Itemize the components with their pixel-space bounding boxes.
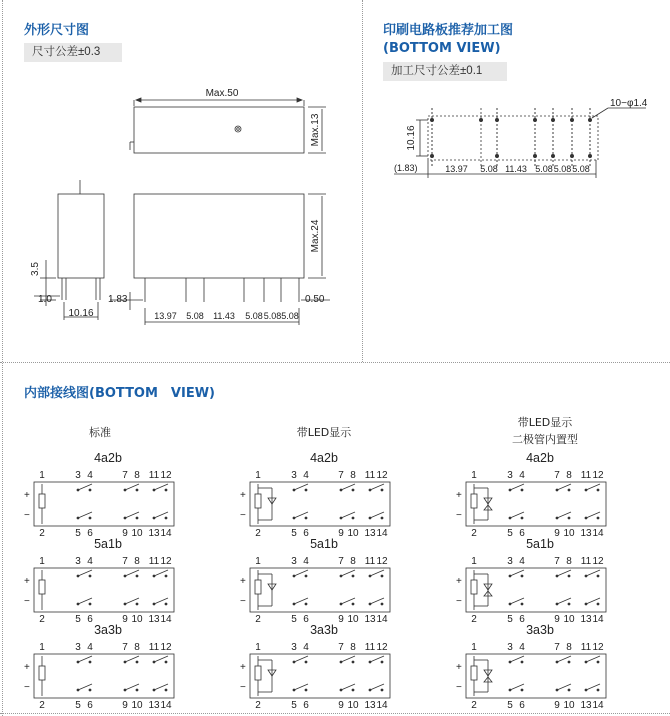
pin-number-bottom: 14 (160, 528, 172, 539)
outline-pitch-label: 5.08 (263, 311, 282, 321)
pin-number-bottom: 10 (131, 528, 143, 539)
pin-number-bottom: 10 (131, 614, 143, 625)
coil-minus: − (24, 510, 30, 521)
pin-number-bottom: 9 (554, 700, 560, 710)
pin-number-top: 8 (134, 470, 140, 481)
col-header-standard: 标准 (89, 426, 111, 439)
pin-number-top: 11 (580, 642, 592, 653)
pin-number-bottom: 14 (160, 614, 172, 625)
pin-number-bottom: 6 (519, 614, 525, 625)
coil (39, 666, 45, 680)
pin-number-top: 1 (39, 556, 45, 567)
coil-plus: + (24, 662, 30, 673)
pin-number-bottom: 5 (75, 614, 81, 625)
pin-number-top: 7 (122, 556, 128, 567)
pin-number-top: 7 (122, 642, 128, 653)
relay-body-outline (466, 482, 606, 526)
pin-number-top: 7 (338, 642, 344, 653)
pin-number-top: 3 (507, 642, 513, 653)
pin-number-top: 11 (364, 556, 376, 567)
dim-right-edge: 0.50 (305, 294, 325, 305)
relay-top-view (134, 107, 304, 153)
outline-tolerance: 尺寸公差±0.3 (24, 43, 122, 62)
relay-type-label: 3a3b (310, 623, 338, 637)
pcb-pitch-label: 13.97 (445, 164, 468, 174)
relay-type-label: 4a2b (94, 451, 122, 465)
pin-number-bottom: 9 (122, 700, 128, 710)
pin-number-top: 11 (364, 470, 376, 481)
outline-pitch-label: 5.08 (186, 311, 204, 321)
pin-number-bottom: 13 (580, 614, 592, 625)
pin-number-bottom: 9 (554, 614, 560, 625)
relay-body-outline (466, 654, 606, 698)
relay-body-outline (466, 568, 606, 612)
pin-number-top: 11 (364, 642, 376, 653)
pin-number-top: 11 (148, 470, 160, 481)
pin-number-bottom: 5 (507, 528, 513, 539)
pin-number-bottom: 14 (376, 528, 388, 539)
pin-number-top: 12 (592, 642, 604, 653)
pin-number-top: 3 (291, 556, 297, 567)
pin-number-top: 3 (291, 470, 297, 481)
pin-number-bottom: 14 (376, 614, 388, 625)
pin-number-bottom: 14 (376, 700, 388, 710)
wiring-diagram (240, 623, 390, 710)
pcb-row-spacing: 10.16 (406, 125, 417, 151)
pin-number-bottom: 10 (563, 700, 575, 710)
wiring-diagram (456, 451, 606, 539)
pin-number-top: 12 (160, 642, 172, 653)
pin-number-bottom: 5 (291, 528, 297, 539)
wiring-diagram (240, 537, 390, 625)
coil-plus: + (240, 490, 246, 501)
outline-pitch-label: 5.08 (281, 311, 299, 321)
pin-number-top: 3 (75, 556, 81, 567)
front-pins (145, 278, 299, 302)
pin-number-top: 1 (39, 470, 45, 481)
pin-number-top: 11 (148, 642, 160, 653)
pin-number-bottom: 5 (75, 528, 81, 539)
pin-number-top: 3 (75, 470, 81, 481)
pin-number-bottom: 10 (131, 700, 143, 710)
pin-number-bottom: 13 (364, 528, 376, 539)
pin-number-bottom: 2 (471, 528, 477, 539)
dim-max-height-front: Max.24 (310, 219, 321, 253)
pin-number-top: 1 (471, 470, 477, 481)
relay-type-label: 5a1b (310, 537, 338, 551)
relay-type-label: 5a1b (94, 537, 122, 551)
pin-number-bottom: 9 (122, 614, 128, 625)
dim-left-edge: 1.83 (108, 294, 128, 305)
pcb-subtitle: (BOTTOM VIEW) (383, 41, 501, 56)
pin-number-top: 7 (554, 470, 560, 481)
pin-number-top: 8 (350, 556, 356, 567)
pcb-left-edge: (1.83) (394, 163, 418, 173)
pin-number-bottom: 13 (580, 528, 592, 539)
pin-number-bottom: 6 (519, 528, 525, 539)
outline-drawing (0, 70, 362, 330)
pin-number-top: 8 (134, 556, 140, 567)
pin-number-bottom: 9 (338, 614, 344, 625)
pin-number-top: 8 (350, 470, 356, 481)
pin-number-top: 4 (519, 642, 525, 653)
coil-plus: + (240, 576, 246, 587)
pin-number-bottom: 2 (471, 614, 477, 625)
coil-minus: − (24, 682, 30, 693)
pin-number-top: 12 (592, 470, 604, 481)
coil-minus: − (456, 510, 462, 521)
pin-number-top: 7 (338, 556, 344, 567)
coil (255, 494, 261, 508)
pin-number-top: 11 (580, 470, 592, 481)
relay-side-view (58, 194, 104, 278)
relay-type-label: 3a3b (94, 623, 122, 637)
relay-type-label: 3a3b (526, 623, 554, 637)
relay-type-label: 5a1b (526, 537, 554, 551)
coil-plus: + (240, 662, 246, 673)
pin-number-bottom: 2 (471, 700, 477, 710)
outline-pitch-label: 13.97 (154, 311, 177, 321)
outline-title: 外形尺寸图 (24, 23, 90, 38)
pin-number-bottom: 6 (87, 700, 93, 710)
pin-number-top: 1 (255, 470, 261, 481)
coil-minus: − (24, 596, 30, 607)
pin-number-bottom: 13 (580, 700, 592, 710)
pin-number-bottom: 9 (554, 528, 560, 539)
pin-number-bottom: 5 (291, 700, 297, 710)
pin-number-bottom: 9 (338, 700, 344, 710)
pin-number-top: 12 (376, 556, 388, 567)
pin-number-bottom: 6 (87, 614, 93, 625)
pin-number-bottom: 14 (160, 700, 172, 710)
coil-plus: + (456, 490, 462, 501)
pin-number-top: 3 (507, 556, 513, 567)
pin-number-top: 4 (519, 556, 525, 567)
pin-number-top: 1 (255, 556, 261, 567)
col-header-led-diode: 带LED显示 (517, 416, 573, 429)
pin-number-bottom: 5 (75, 700, 81, 710)
pin-number-top: 11 (148, 556, 160, 567)
pin-number-bottom: 5 (291, 614, 297, 625)
pin-number-bottom: 13 (148, 700, 160, 710)
wiring-diagram (456, 623, 606, 710)
pcb-pitch-label: 5.08 (535, 164, 553, 174)
pcb-pitch-label: 5.08 (480, 164, 498, 174)
pin-number-bottom: 6 (87, 528, 93, 539)
pin-number-top: 7 (554, 556, 560, 567)
col-header-led: 带LED显示 (296, 426, 352, 439)
dim-max-length: Max.50 (205, 88, 239, 99)
pin-number-top: 1 (471, 556, 477, 567)
wiring-diagrams (0, 440, 670, 710)
pin-number-bottom: 6 (303, 700, 309, 710)
coil (39, 494, 45, 508)
pin-number-top: 8 (566, 470, 572, 481)
relay-body-outline (34, 482, 174, 526)
pcb-title: 印刷电路板推荐加工图 (383, 23, 514, 38)
relay-body-outline (34, 568, 174, 612)
coil-minus: − (240, 510, 246, 521)
pin-number-bottom: 10 (347, 700, 359, 710)
relay-body-outline (250, 482, 390, 526)
pin-number-bottom: 2 (255, 528, 261, 539)
coil (39, 580, 45, 594)
coil (471, 494, 477, 508)
divider-horizontal (0, 362, 670, 363)
wiring-diagram (240, 451, 390, 539)
pin-number-bottom: 9 (122, 528, 128, 539)
pin-number-bottom: 2 (39, 528, 45, 539)
pin-number-bottom: 14 (592, 700, 604, 710)
pin-number-top: 4 (87, 556, 93, 567)
pin-number-top: 3 (75, 642, 81, 653)
coil-minus: − (240, 682, 246, 693)
pin-number-top: 4 (519, 470, 525, 481)
pin-number-top: 7 (122, 470, 128, 481)
pin-number-top: 8 (566, 642, 572, 653)
outline-pitch-label: 5.08 (245, 311, 263, 321)
relay-body-outline (250, 568, 390, 612)
dim-max-height-top: Max.13 (310, 113, 321, 147)
pin-number-bottom: 2 (39, 700, 45, 710)
pin-number-top: 1 (39, 642, 45, 653)
pin-number-bottom: 10 (347, 614, 359, 625)
bottom-border (0, 713, 670, 714)
pin-number-top: 4 (303, 642, 309, 653)
pin-number-bottom: 2 (255, 700, 261, 710)
dim-side-width: 10.16 (68, 308, 94, 319)
pcb-pitch-label: 5.08 (553, 164, 572, 174)
pin-number-top: 12 (160, 470, 172, 481)
relay-type-label: 4a2b (310, 451, 338, 465)
pin-number-top: 3 (507, 470, 513, 481)
pin-number-bottom: 14 (592, 614, 604, 625)
coil-plus: + (456, 662, 462, 673)
col-subheader-diode: 二极管内置型 (512, 433, 578, 446)
relay-body-outline (250, 654, 390, 698)
coil (471, 666, 477, 680)
pin-number-bottom: 5 (507, 614, 513, 625)
pin-number-top: 1 (255, 642, 261, 653)
pin-number-bottom: 2 (39, 614, 45, 625)
pin-number-bottom: 14 (592, 528, 604, 539)
wiring-diagram (24, 451, 174, 539)
coil-plus: + (456, 576, 462, 587)
pin-number-bottom: 5 (507, 700, 513, 710)
pin-number-top: 12 (160, 556, 172, 567)
pin-number-top: 3 (291, 642, 297, 653)
relay-front-view (134, 194, 304, 278)
pin-number-bottom: 6 (303, 614, 309, 625)
pin-number-top: 7 (554, 642, 560, 653)
pin-number-bottom: 10 (563, 528, 575, 539)
coil (255, 666, 261, 680)
relay-type-label: 4a2b (526, 451, 554, 465)
wiring-diagram (456, 537, 606, 625)
wiring-diagram (24, 623, 174, 710)
pin-number-bottom: 13 (148, 528, 160, 539)
relay-body-outline (34, 654, 174, 698)
pin-number-top: 11 (580, 556, 592, 567)
pin-number-bottom: 13 (364, 614, 376, 625)
coil-minus: − (456, 682, 462, 693)
pcb-drawing (370, 88, 670, 188)
pin-number-top: 4 (87, 642, 93, 653)
wiring-title: 内部接线图(BOTTOM VIEW) (24, 386, 215, 401)
coil-minus: − (456, 596, 462, 607)
pin-number-top: 8 (350, 642, 356, 653)
coil (255, 580, 261, 594)
wiring-diagram (24, 537, 174, 625)
pin-number-bottom: 10 (563, 614, 575, 625)
pcb-holes-label: 10−φ1.4 (610, 98, 648, 109)
pin-number-bottom: 10 (347, 528, 359, 539)
pin-number-top: 8 (134, 642, 140, 653)
coil-plus: + (24, 490, 30, 501)
mount-hole (235, 126, 241, 132)
pcb-pitch-label: 11.43 (505, 164, 527, 174)
pin-number-top: 1 (471, 642, 477, 653)
coil-minus: − (240, 596, 246, 607)
coil (471, 580, 477, 594)
divider-vertical (362, 0, 363, 362)
dim-pin-length: 3.5 (30, 262, 41, 276)
dim-pin-offset: 1.0 (38, 294, 52, 305)
pcb-tolerance: 加工尺寸公差±0.1 (383, 62, 507, 81)
pin-number-top: 4 (303, 556, 309, 567)
pin-number-bottom: 6 (303, 528, 309, 539)
pin-number-top: 8 (566, 556, 572, 567)
outline-pitch-label: 11.43 (213, 311, 235, 321)
pin-number-top: 7 (338, 470, 344, 481)
pin-number-top: 12 (376, 470, 388, 481)
pin-number-bottom: 13 (364, 700, 376, 710)
pin-number-top: 12 (376, 642, 388, 653)
pin-number-bottom: 9 (338, 528, 344, 539)
coil-plus: + (24, 576, 30, 587)
pcb-pitch-label: 5.08 (572, 164, 590, 174)
pin-number-top: 4 (87, 470, 93, 481)
pin-number-top: 12 (592, 556, 604, 567)
pin-number-top: 4 (303, 470, 309, 481)
pin-number-bottom: 13 (148, 614, 160, 625)
pin-number-bottom: 2 (255, 614, 261, 625)
pin-number-bottom: 6 (519, 700, 525, 710)
